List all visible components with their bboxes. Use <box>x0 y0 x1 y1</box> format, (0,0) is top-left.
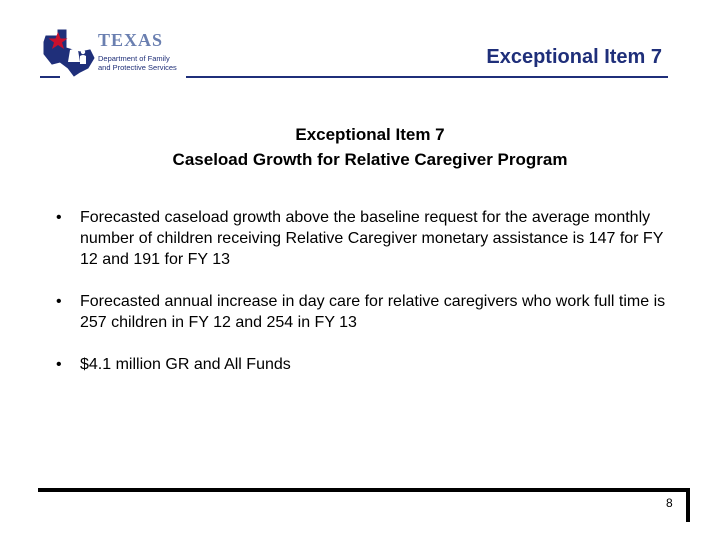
content-title: Exceptional Item 7 <box>295 125 445 144</box>
content-subtitle: Caseload Growth for Relative Caregiver Program <box>172 150 568 169</box>
bullet-item <box>56 207 676 270</box>
bullet-text: Forecasted annual increase in day care for relative caregivers who work full time is 257 children in FY 12 and 254 in FY 13 <box>80 293 666 331</box>
bullet-item <box>56 354 676 375</box>
bullet-text: $4.1 million GR and All Funds <box>80 356 291 373</box>
bullet-item <box>56 291 676 333</box>
texas-map-icon <box>40 28 98 78</box>
bullet-icon: • <box>56 209 62 226</box>
footer-rule <box>38 488 690 492</box>
dfps-logo <box>40 28 185 78</box>
header-rule <box>186 76 668 78</box>
footer-rule-side <box>686 488 690 522</box>
logo-agency-line-2: and Protective Services <box>98 63 177 72</box>
bullet-icon: • <box>56 356 62 373</box>
slide-header-title: Exceptional Item 7 <box>486 46 662 68</box>
header-rule-left <box>40 76 60 78</box>
bullet-text: Forecasted caseload growth above the baseline request for the average monthly number of children receiving Relative Caregiver monetary assistance is 147 for FY 12 and 191 for FY 13 <box>80 209 664 268</box>
bullet-list <box>56 207 676 396</box>
bullet-icon: • <box>56 293 62 310</box>
logo-word: TEXAS <box>98 30 164 50</box>
page-number: 8 <box>666 496 673 510</box>
logo-agency-line-1: Department of Family <box>98 54 170 63</box>
